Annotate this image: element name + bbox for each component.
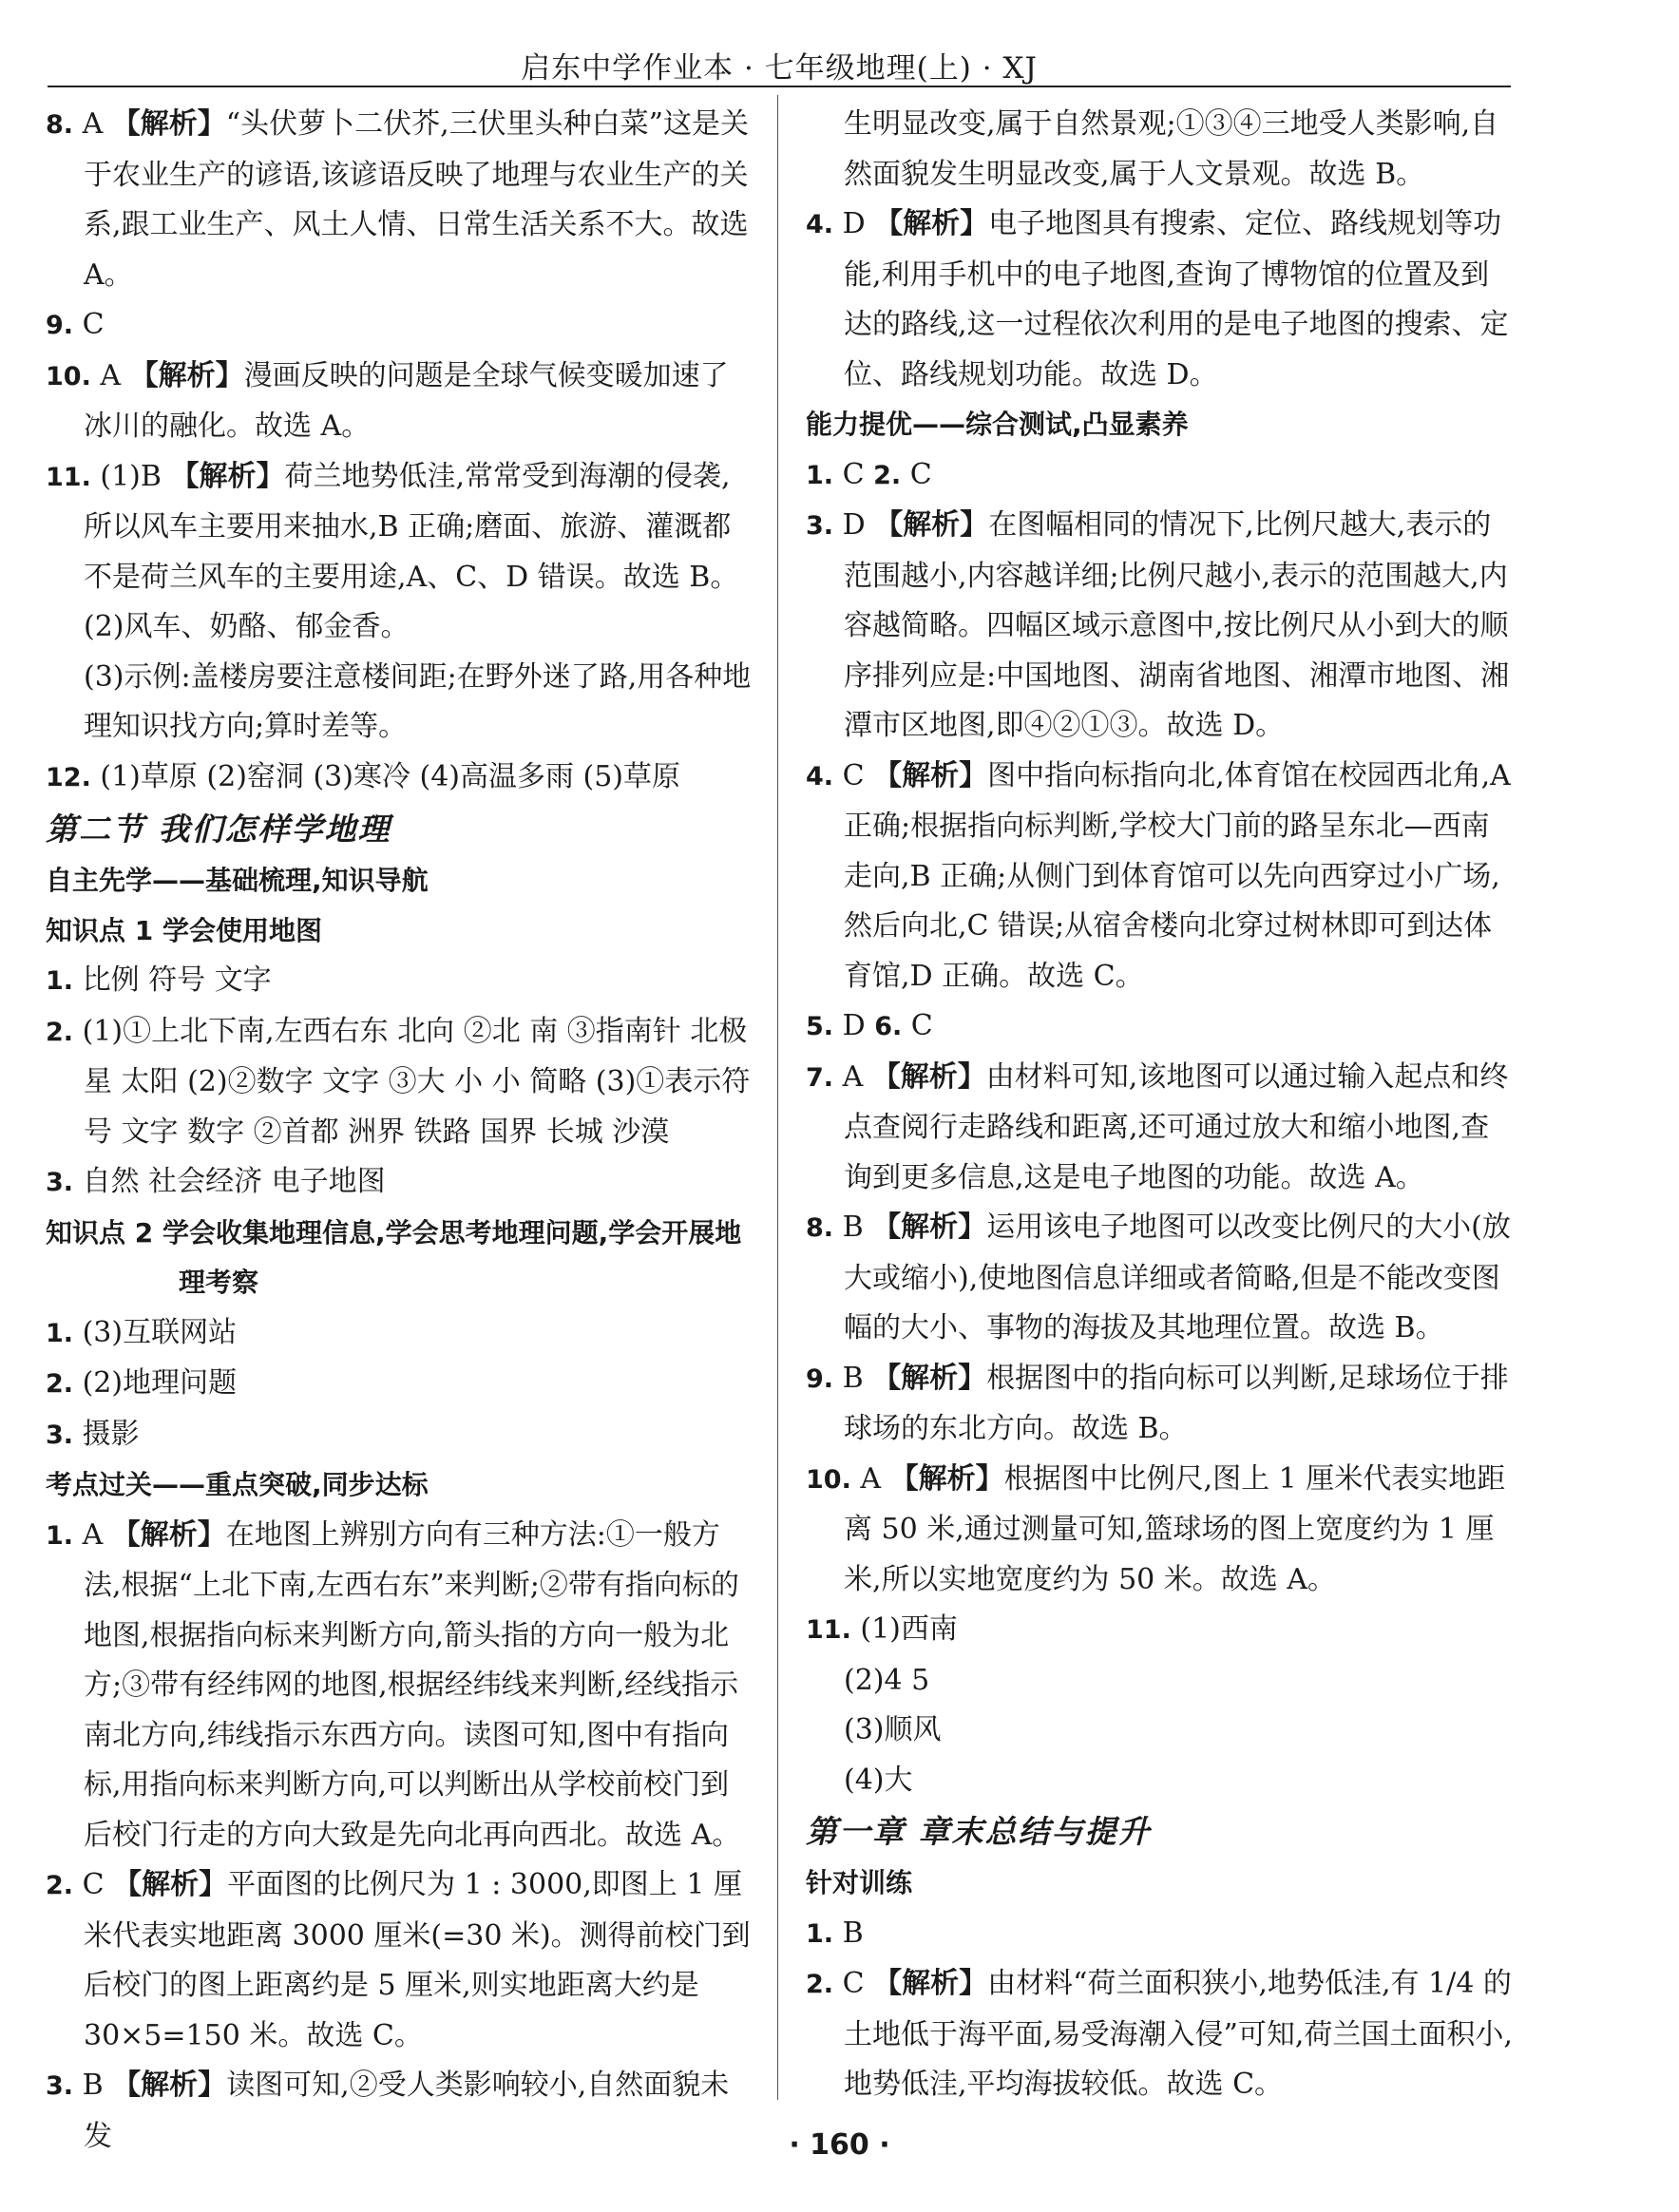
ability-answer-7: 7. A 【解析】由材料可知,该地图可以通过输入起点和终点查阅行走路线和距离,还可通过放大和缩小地图,查询到更多信息,这是电子地图的功能。故选 A。 <box>806 1059 1509 1194</box>
ability-answer-9: 9. B 【解析】根据图中的指向标可以判断,足球场位于排球场的东北方向。故选 B。 <box>806 1361 1509 1445</box>
answer-9: 9. C <box>46 308 105 341</box>
page-number: · 160 · <box>789 2128 890 2162</box>
ability-answer-11-part4: (4)大 <box>844 1763 913 1797</box>
answer-11: 11. (1)B 【解析】荷兰地势低洼,常常受到海潮的侵袭,所以风车主要用来抽水,B 正确;磨面、旅游、灌溉都不是荷兰风车的主要用途,A、C、D 错误。故选 B。 <box>46 459 739 594</box>
right-column <box>806 100 1514 2110</box>
training-heading: 针对训练 <box>806 1867 913 1898</box>
exam-answer-1: 1. A 【解析】在地图上辨别方向有三种方法:①一般方法,根据“上北下南,左西右东”来判断;②带有指向标的地图,根据指向标来判断方向,箭头指的方向一般为北方;③带有经纬网的地图,根据经纬线来判断,经线指示南北方向,纬线指示东西方向。读图可知,图中有指向标,用指向标来判断方向,可以判断出从学校前校门到后校门行走的方向大致是先向北再向西北。故选 A。 <box>46 1517 741 1852</box>
kp2-item-1: 1. (3)互联网站 <box>46 1315 238 1349</box>
knowledge-point-1: 知识点 1 学会使用地图 <box>46 914 322 946</box>
left-column <box>46 100 754 2162</box>
column-divider <box>777 95 778 2100</box>
knowledge-point-2: 知识点 2 学会收集地理信息,学会思考地理问题,学会开展地理考察 <box>46 1216 742 1298</box>
exam-answer-2: 2. C 【解析】平面图的比例尺为 1 : 3000,即图上 1 厘米代表实地距离 3000 厘米(=30 米)。测得前校门到后校门的图上距离约是 5 厘米,则实地距离大约是 30×5=150 米。故选 C。 <box>46 1868 751 2052</box>
ability-answer-8: 8. B 【解析】运用该电子地图可以改变比例尺的大小(放大或缩小),使地图信息详细或者简略,但是不能改变图幅的大小、事物的海拔及其地理位置。故选 B。 <box>806 1211 1511 1344</box>
exam-heading: 考点过关——重点突破,同步达标 <box>46 1469 429 1500</box>
ability-answer-10: 10. A 【解析】根据图中比例尺,图上 1 厘米代表实地距离 50 米,通过测量可知,篮球场的图上宽度约为 1 厘米,所以实地宽度约为 50 米。故选 A。 <box>806 1461 1506 1596</box>
ability-answer-11: 11. (1)西南 <box>806 1612 958 1646</box>
answer-10: 10. A 【解析】漫画反映的问题是全球气候变暖加速了冰川的融化。故选 A。 <box>46 358 729 443</box>
answer-11-part2: (2)风车、奶酪、郁金香。 <box>84 610 410 643</box>
kp2-item-2: 2. (2)地理问题 <box>46 1366 238 1400</box>
kp2-item-3: 3. 摄影 <box>46 1417 140 1451</box>
answer-11-part3: (3)示例:盖楼房要注意楼间距;在野外迷了路,用各种地理知识找方向;算时差等。 <box>84 659 752 743</box>
ability-answer-1-2: 1. C 2. C <box>806 457 932 491</box>
exam-answer-3: 3. B 【解析】读图可知,②受人类影响较小,自然面貌未发 <box>46 2069 730 2153</box>
ability-heading: 能力提优——综合测试,凸显素养 <box>806 409 1189 440</box>
exam-answer-4: 4. D 【解析】电子地图具有搜索、定位、路线规划等功能,利用手机中的电子地图,查询了博物馆的位置及到达的路线,这一过程依次利用的是电子地图的搜索、定位、路线规划功能。故选 D。 <box>806 207 1509 391</box>
section-title: 第二节 我们怎样学地理 <box>46 810 391 848</box>
page-header <box>48 38 1511 87</box>
answer-12: 12. (1)草原 (2)窑洞 (3)寒冷 (4)高温多雨 (5)草原 <box>46 759 681 793</box>
ability-answer-4: 4. C 【解析】图中指向标指向北,体育馆在校园西北角,A 正确;根据指向标判断,学校大门前的路呈东北—西南走向,B 正确;从侧门到体育馆可以先向西穿过小广场,然后向北,C 错误;从宿舍楼向北穿过树林即可到达体育馆,D 正确。故选 C。 <box>806 758 1511 993</box>
ability-answer-3: 3. D 【解析】在图幅相同的情况下,比例尺越大,表示的范围越小,内容越详细;比例尺越小,表示的范围越大,内容越简略。四幅区域示意图中,按比例尺从小到大的顺序排列应是:中国地图、湖南省地图、湘潭市地图、湘潭市区地图,即④②①③。故选 D。 <box>806 508 1510 742</box>
ability-answer-11-part3: (3)顺风 <box>844 1713 942 1746</box>
kp1-item-2: 2. (1)①上北下南,左西右东 北向 ②北 南 ③指南针 北极星 太阳 (2)②数字 文字 ③大 小 小 简略 (3)①表示符号 文字 数字 ②首都 洲界 铁路 国界 长城 沙漠 <box>46 1014 751 1149</box>
chapter-summary-title: 第一章 章末总结与提升 <box>806 1813 1152 1850</box>
training-answer-2: 2. C 【解析】由材料“荷兰面积狭小,地势低洼,有 1/4 的土地低于海平面,易受海潮入侵”可知,荷兰国土面积小,地势低洼,平均海拔较低。故选 C。 <box>806 1967 1513 2101</box>
answer-8: 8. A 【解析】“头伏萝卜二伏芥,三伏里头种白菜”这是关于农业生产的谚语,该谚语反映了地理与农业生产的关系,跟工业生产、风土人情、日常生活关系不大。故选 A。 <box>46 107 750 292</box>
self-study-heading: 自主先学——基础梳理,知识导航 <box>46 865 429 896</box>
training-answer-1: 1. B <box>806 1916 864 1950</box>
kp1-item-3: 3. 自然 社会经济 电子地图 <box>46 1165 386 1198</box>
header-title: 启东中学作业本 · 七年级地理(上) · XJ <box>521 51 1038 86</box>
ability-answer-11-part2: (2)4 5 <box>844 1663 930 1697</box>
exam-answer-3-continued: 生明显改变,属于自然景观;①③④三地受人类影响,自然面貌发生明显改变,属于人文景观。故选 B。 <box>844 107 1499 191</box>
kp1-item-1: 1. 比例 符号 文字 <box>46 963 272 997</box>
ability-answer-5-6: 5. D 6. C <box>806 1009 933 1042</box>
